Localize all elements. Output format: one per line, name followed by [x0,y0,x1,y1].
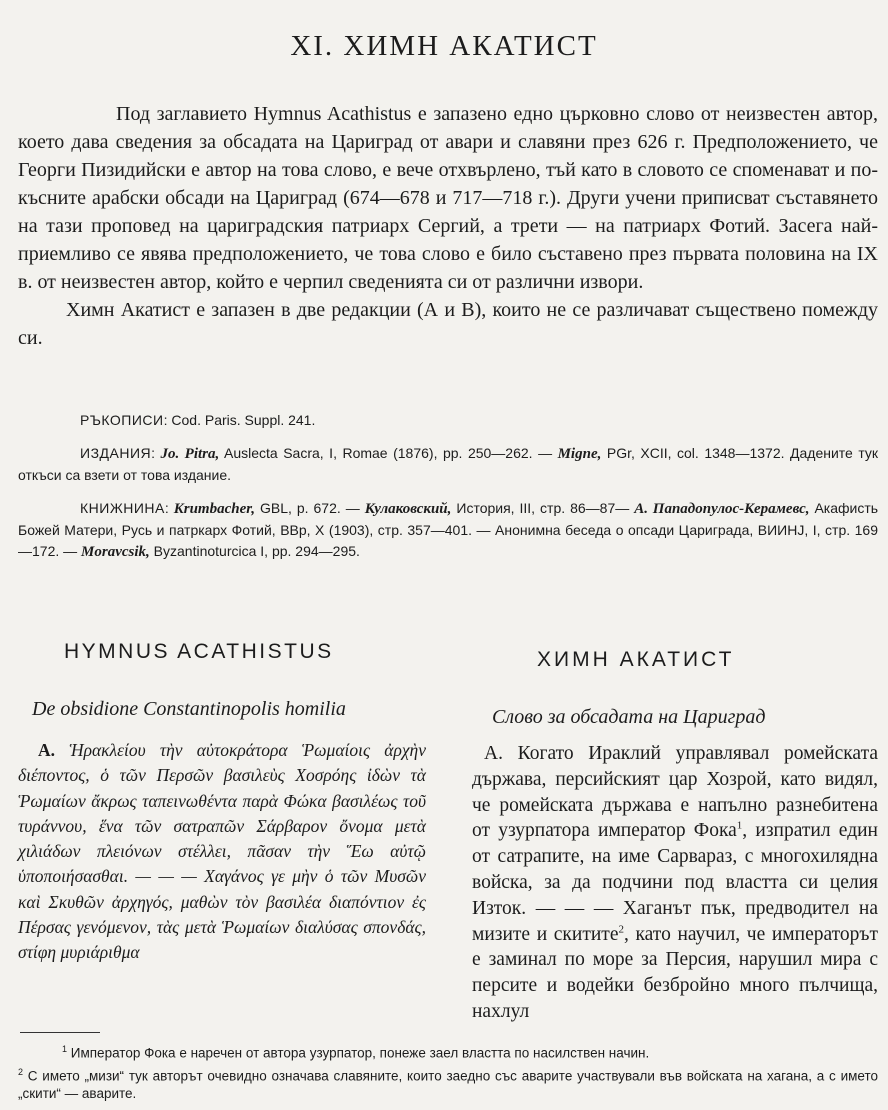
literature-entry: КНИЖНИНА: Krumbacher, GBL, p. 672. — Кулаковский, История, III, стр. 86—87— А. Пападопулос-Керамевс, Акафисть Божей Матери, Русь и патркарх Фотий, ВВр, X (1903), стр. 357—401. — Анонимна беседа о опсади Цариграда, ВИИНЈ, I, стр. 169—172. — Moravcsik, Byzantinoturcica I, pp. 294—295. [18,500,879,560]
literature-author-1: Krumbacher, [173,501,256,517]
introduction [18,100,878,352]
editions-text-1: Auslecta Sacra, I, Romae (1876), pp. 250—262. — [224,445,553,461]
footnote-text-2: С името „мизи“ тук авторът очевидно означава славяните, които заедно със аварите участвували във войската на хагана, а с името „скити“ — аварите. [18,1068,878,1101]
section-marker: A. [38,740,56,760]
literature-author-4: Moravcsik, [81,544,150,560]
footnote-text-1: Император Фока е наречен от автора узурпатор, понеже заел властта по насилствен начин. [67,1045,650,1061]
footnote-ref-2[interactable]: 2 [618,923,624,936]
latin-column-subtitle: De obsidione Constantinopolis homilia [32,698,346,720]
footnote-number-2: 2 [18,1066,24,1077]
literature-label: КНИЖНИНА [80,500,165,516]
bulgarian-text-column [472,741,878,1025]
footnote-1 [18,1040,878,1063]
footnote-divider [20,1032,100,1033]
intro-paragraph-2: Химн Акатист е запазен в две редакции (А и В), които не се различават съществено помежду си. [18,299,878,349]
footnote-ref-1[interactable]: 1 [736,819,743,832]
editions-entry: ИЗДАНИЯ: Jo. Pitra, Auslecta Sacra, I, Romae (1876), pp. 250—262. — Migne, PGr, XCII, col. 1348—1372. Дадените тук откъси са взети от това издание. [18,445,879,483]
bulgarian-paragraph [472,741,878,1025]
footnotes [18,1040,878,1103]
manuscripts-entry: РЪКОПИСИ: Cod. Paris. Suppl. 241. [80,412,316,428]
references [18,410,878,575]
bulgarian-column-subtitle: Слово за обсадата на Цариград [492,706,766,728]
latin-column-title: HYMNUS ACATHISTUS [64,640,334,663]
literature-author-2: Кулаковский, [364,501,452,517]
literature-text-1: GBL, p. 672. — [260,500,360,516]
bulgarian-text-part-2: , изпратил един от сатрапите, на име Сарвараз, с многохилядна войска, за да подчини под властта си целия Изток. — — — Хаганът пък, предводител на мизите и скитите [472,820,878,945]
greek-text: Ἡρακλείου τὴν αὐτοκράτορα Ῥωμαίοις ἀρχὴν διέποντος, ὁ τῶν Περσῶν βασιλεὺς Χοσρόης ἰδὼν τὰ Ῥωμαίων ἄκρως ταπεινωθέντα παρὰ Φώκα βασιλέως τοῦ τυράννου, ἕνα τῶν σατραπῶν Σάρβαρον ὄνομα μετὰ χιλιάδων πλειόνων στέλλει, πᾶσαν τὴν Ἕω αὐτῷ ὑποποιήσασθαι. — — — Χαγάνος γε μὴν ὁ τῶν Μυσῶν καὶ Σκυθῶν ἀρχηγός, μαθὼν τὸν βασιλέα διαπόντιον ἐς Πέρσας γενόμενον, τὰς μετὰ Ῥωμαίων διαλύσας σπονδάς, στίφη μυριάριθμα [18,740,427,963]
editions-author-1: Jo. Pitra, [160,446,220,462]
greek-text-column [18,738,426,966]
intro-paragraph-1: Под заглавието Hymnus Acathistus е запазено едно църковно слово от неизвестен автор, което дава сведения за обсадата на Цариград от авари и славяни през 626 г. Предположението, че Георги Пизидийски е автор на това слово, е вече отхвърлено, тъй като в словото се споменават и по-късните арабски обсади на Цариград (674—678 и 717—718 г.). Други учени приписват съставянето на тази проповед на цариградския патриарх Сергий, а трети — на патриарх Фотий. Засега най-приемливо се явява предположението, че това слово е било съставено през първата половина на IX в. от неизвестен автор, който е черпил сведенията си от различни извори. [18,103,878,293]
greek-paragraph [18,738,426,966]
literature-text-4: Byzantinoturcica I, pp. 294—295. [153,543,360,559]
bulgarian-text-part-3: , като научил, че императорът е заминал по море за Персия, нарушил мира с персите и водейки безбройно много пълчища, нахлул [472,923,878,1022]
bulgarian-text-part-1: А. Когато Ираклий управлявал ромейската държава, персийският цар Хозрой, като видял, че ромейската държава е напълно разнебитена от узурпатора император Фока [472,743,878,842]
footnote-2 [18,1063,878,1104]
editions-text-2: PGr, XCII, col. 1348—1372. Дадените тук откъси са взети от това издание. [18,445,879,483]
manuscripts-label: РЪКОПИСИ [80,412,164,428]
literature-text-2: История, III, стр. 86—87— [456,500,630,516]
editions-author-2: Migne, [557,446,602,462]
footnote-number-1: 1 [62,1044,68,1054]
literature-author-3: А. Пападопулос-Керамевс, [634,501,810,517]
literature-text-3: Акафисть Божей Матери, Русь и патркарх Фотий, ВВр, X (1903), стр. 357—401. — Анонимна беседа о опсади Цариграда, ВИИНЈ, I, стр. 169—172. — [18,500,879,559]
editions-label: ИЗДАНИЯ [80,445,152,461]
chapter-title: XI. ХИМН АКАТИСТ [290,30,598,62]
bulgarian-column-title: ХИМН АКАТИСТ [537,648,735,671]
manuscripts-text: Cod. Paris. Suppl. 241. [171,412,316,428]
